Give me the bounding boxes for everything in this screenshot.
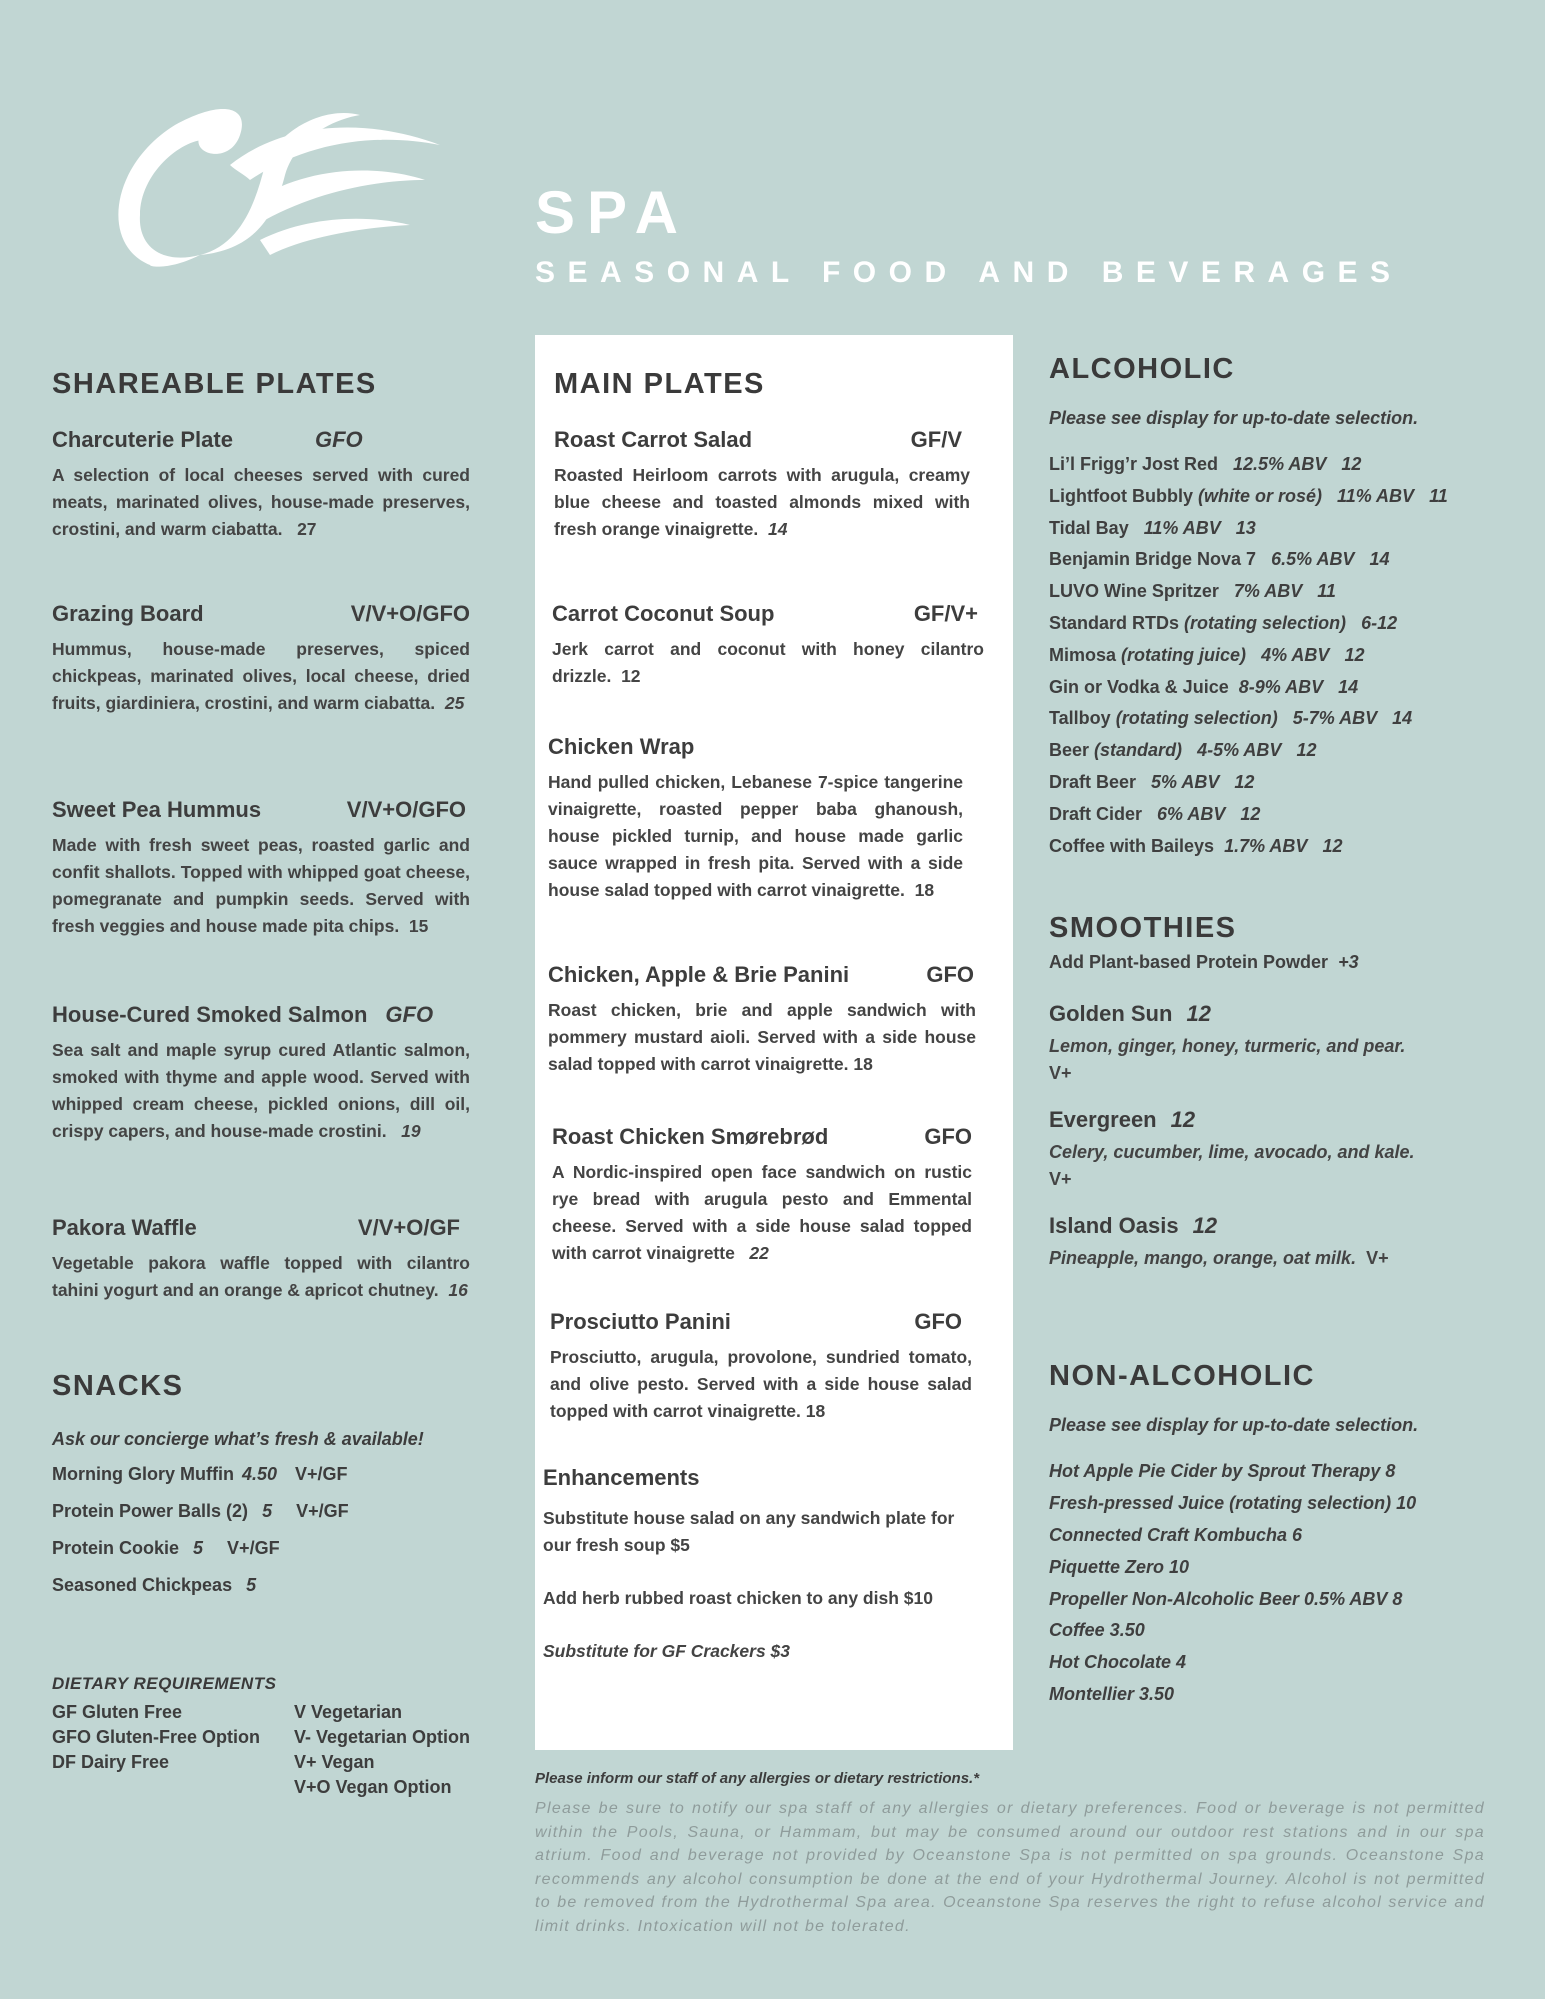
drink-item: Coffee 3.50 — [1049, 1620, 1145, 1641]
item-price: 15 — [408, 916, 429, 936]
addon-price: +3 — [1338, 952, 1359, 973]
drink-name: Beer — [1049, 740, 1090, 761]
right-column — [1049, 353, 1509, 1711]
menu-item — [548, 734, 963, 904]
drink-item — [1049, 544, 1509, 576]
drink-abv: 4-5% ABV — [1197, 740, 1282, 761]
item-name: Pakora Waffle — [52, 1215, 197, 1240]
item-description: Prosciutto, arugula, provolone, sundried tomato, and olive pesto. Served with a side house salad topped with carrot vinaigrette. — [550, 1347, 972, 1421]
smoothie-addon — [1049, 949, 1509, 975]
drink-price: 6-12 — [1361, 612, 1398, 633]
drink-name: LUVO Wine Spritzer — [1049, 581, 1219, 602]
smoothie-description: Lemon, ginger, honey, turmeric, and pear. — [1049, 1036, 1406, 1057]
snack-name: Protein Cookie — [52, 1538, 180, 1558]
section-title-smoothies: SMOOTHIES — [1049, 912, 1237, 945]
menu-item — [552, 1124, 972, 1267]
item-description: Roast chicken, brie and apple sandwich with pommery mustard aioli. Served with a side house salad topped with carrot vinaigrette. — [548, 1000, 976, 1074]
drink-name: Draft Cider — [1049, 803, 1143, 824]
diet-tag: GF/V — [910, 427, 962, 452]
smoothie-diet: V+ — [1366, 1248, 1389, 1269]
snack-item — [52, 1538, 470, 1559]
menu-item — [548, 962, 976, 1078]
drink-abv: 4% ABV — [1261, 644, 1330, 665]
drink-name: Draft Beer — [1049, 771, 1137, 792]
page-subtitle: SEASONAL FOOD AND BEVERAGES — [535, 256, 1403, 289]
allergy-title: Please inform our staff of any allergies or dietary restrictions.* — [535, 1770, 980, 1787]
drink-abv: 11% ABV — [1337, 485, 1415, 506]
oceanstone-logo — [80, 95, 455, 280]
snack-diet: V+/GF — [227, 1538, 280, 1558]
alcoholic-list — [1049, 449, 1509, 862]
item-description: Vegetable pakora waffle topped with cilantro tahini yogurt and an orange & apricot chutney. — [52, 1253, 470, 1300]
drink-extra: (standard) — [1094, 740, 1183, 761]
section-title-alcoholic: ALCOHOLIC — [1049, 353, 1235, 385]
drink-item — [1049, 481, 1509, 513]
diet-key: V Vegetarian — [294, 1702, 403, 1722]
diet-tag: V/V+O/GF — [357, 1215, 460, 1240]
drink-abv: 7% ABV — [1233, 581, 1303, 602]
snack-price: 5 — [262, 1501, 273, 1521]
middle-column — [543, 368, 984, 1665]
drink-price: 11 — [1429, 485, 1448, 506]
item-price: 18 — [914, 880, 935, 900]
drink-name: Tidal Bay — [1049, 517, 1129, 538]
item-description: Sea salt and maple syrup cured Atlantic salmon, smoked with thyme and apple wood. Served with whipped cream cheese, pickled onions, dill oil, crispy capers, and house-made crostini. — [52, 1040, 470, 1141]
item-description: Hummus, house-made preserves, spiced chickpeas, marinated olives, local cheese, dried fruits, giardiniera, crostini, and warm ciabatta. — [52, 639, 470, 713]
diet-key: V+ Vegan — [294, 1752, 375, 1772]
alcoholic-note: Please see display for up-to-date selection. — [1049, 408, 1419, 428]
item-name: Grazing Board — [52, 601, 204, 626]
drink-price: 12 — [1234, 771, 1255, 792]
item-description: A Nordic-inspired open face sandwich on rustic rye bread with arugula pesto and Emmental cheese. Served with a side house salad topped with carrot vinaigrette — [552, 1162, 972, 1263]
drink-item — [1049, 513, 1509, 545]
drink-item: Propeller Non-Alcoholic Beer 0.5% ABV 8 — [1049, 1588, 1403, 1609]
item-price: 19 — [401, 1121, 421, 1141]
enhancements — [543, 1465, 977, 1665]
drink-abv: 1.7% ABV — [1224, 835, 1308, 856]
item-description: A selection of local cheeses served with cured meats, marinated olives, house-made preserves, crostini, and warm ciabatta. — [52, 465, 470, 539]
snack-item — [52, 1575, 470, 1596]
item-name: Roast Carrot Salad — [554, 427, 753, 452]
smoothie-diet: V+ — [1049, 1169, 1072, 1190]
diet-tag: GF/V+ — [913, 601, 978, 626]
item-name: Roast Chicken Smørebrød — [552, 1124, 829, 1149]
snack-price: 4.50 — [241, 1464, 278, 1484]
item-name: Chicken Wrap — [548, 734, 695, 759]
section-title-main: MAIN PLATES — [554, 368, 765, 400]
diet-key: GFO Gluten-Free Option — [52, 1727, 260, 1747]
menu-item — [52, 427, 470, 543]
drink-name: Gin or Vodka & Juice — [1049, 676, 1229, 697]
non-alcoholic-list — [1049, 1456, 1509, 1710]
drink-item — [1049, 767, 1509, 799]
drink-name: Standard RTDs — [1049, 612, 1180, 633]
smoothie-price: 12 — [1186, 1001, 1211, 1027]
smoothie-description: Celery, cucumber, lime, avocado, and kale. — [1049, 1142, 1415, 1163]
drink-name: Tallboy — [1049, 708, 1111, 729]
item-price: 18 — [853, 1054, 873, 1074]
item-name: House-Cured Smoked Salmon — [52, 1002, 368, 1027]
drink-item — [1049, 672, 1509, 704]
smoothie-name: Evergreen — [1049, 1107, 1157, 1133]
drink-name: Mimosa — [1049, 644, 1117, 665]
allergy-disclaimer: Please be sure to notify our spa staff of any allergies or dietary preferences. Food or beverage is not permitted within the Pools, Sauna, or Hammam, but may be consumed around our outdoor rest stations and in our spa atrium. Food and beverage not provided by Oceanstone Spa is not permitted on spa grounds. Oceanstone Spa recommends any alcohol consumption be done at the end of your Hydrothermal Journey. Alcohol is not permitted to be removed from the Hydrothermal Spa area. Oceanstone Spa reserves the right to refuse alcohol service and limit drinks. Intoxication will not be tolerated. — [535, 1800, 1485, 1935]
section-title-non-alcoholic: NON-ALCOHOLIC — [1049, 1360, 1315, 1393]
item-name: Charcuterie Plate — [52, 427, 233, 452]
drink-abv: 5-7% ABV — [1292, 708, 1378, 729]
snack-item — [52, 1464, 470, 1485]
drink-name: Li’l Frigg’r Jost Red — [1049, 454, 1219, 474]
item-price: 14 — [767, 519, 788, 539]
drink-price: 13 — [1235, 517, 1256, 538]
drink-item: Hot Apple Pie Cider by Sprout Therapy 8 — [1049, 1461, 1396, 1482]
diet-key: V- Vegetarian Option — [294, 1727, 471, 1747]
menu-item — [550, 1309, 972, 1425]
left-column — [52, 368, 470, 1798]
snack-price: 5 — [193, 1538, 204, 1558]
snack-name: Seasoned Chickpeas — [52, 1575, 233, 1595]
enhancement-line: Substitute for GF Crackers $3 — [543, 1641, 791, 1661]
smoothie-name: Island Oasis — [1049, 1213, 1179, 1239]
drink-abv: 5% ABV — [1151, 771, 1220, 792]
enhancement-line: Substitute house salad on any sandwich plate for our fresh soup $5 — [543, 1508, 955, 1555]
item-description: Roasted Heirloom carrots with arugula, creamy blue cheese and toasted almonds mixed with fresh orange vinaigrette. — [554, 465, 970, 539]
drink-abv: 12.5% ABV — [1233, 454, 1327, 474]
item-price: 22 — [749, 1243, 769, 1263]
non-alcoholic-note: Please see display for up-to-date selection. — [1049, 1415, 1419, 1436]
diet-tag: GFO — [926, 962, 974, 987]
drink-price: 12 — [1344, 644, 1365, 665]
snack-diet: V+/GF — [295, 1464, 348, 1484]
drink-item: Montellier 3.50 — [1049, 1683, 1175, 1704]
diet-key: V+O Vegan Option — [294, 1777, 452, 1797]
drink-item — [1049, 449, 1509, 481]
item-name: Chicken, Apple & Brie Panini — [548, 962, 850, 987]
menu-item — [52, 1002, 470, 1145]
diet-key — [52, 1777, 294, 1798]
addon-label: Add Plant-based Protein Powder — [1049, 952, 1329, 973]
drink-item — [1049, 799, 1509, 831]
diet-tag: V/V+O/GFO — [346, 797, 466, 822]
diet-key: GF Gluten Free — [52, 1702, 183, 1722]
drink-extra: (white or rosé) — [1197, 485, 1322, 506]
smoothie-price: 12 — [1192, 1213, 1218, 1239]
drink-price: 14 — [1369, 549, 1390, 570]
drink-item: Hot Chocolate 4 — [1049, 1652, 1187, 1673]
drink-abv: 11% ABV — [1143, 517, 1221, 538]
menu-item — [52, 797, 470, 940]
drink-price: 12 — [1322, 835, 1343, 856]
smoothie-price: 12 — [1170, 1107, 1196, 1133]
item-price: 25 — [444, 693, 465, 713]
drink-item: Connected Craft Kombucha 6 — [1049, 1524, 1303, 1545]
enhancement-line: Add herb rubbed roast chicken to any dish $10 — [543, 1588, 933, 1608]
drink-abv: 6% ABV — [1157, 803, 1226, 824]
smoothie-item — [1049, 1107, 1509, 1193]
snacks-note: Ask our concierge what’s fresh & available! — [52, 1429, 424, 1449]
drink-item: Piquette Zero 10 — [1049, 1556, 1190, 1577]
drink-price: 12 — [1240, 803, 1261, 824]
menu-item — [52, 1215, 470, 1304]
item-description: Jerk carrot and coconut with honey cilantro drizzle. — [552, 639, 984, 686]
section-title-snacks: SNACKS — [52, 1370, 184, 1402]
snack-price: 5 — [246, 1575, 257, 1595]
snack-diet: V+/GF — [296, 1501, 349, 1521]
item-price: 27 — [297, 519, 317, 539]
menu-item — [554, 427, 970, 543]
item-description: Hand pulled chicken, Lebanese 7-spice tangerine vinaigrette, roasted pepper baba ghanoush, house pickled turnip, and house made garlic sauce wrapped in fresh pita. Served with a side house salad topped with carrot vinaigrette. — [548, 772, 963, 900]
smoothie-name: Golden Sun — [1049, 1001, 1173, 1027]
drink-extra: (rotating selection) — [1184, 612, 1347, 633]
page-title: SPA — [535, 179, 690, 246]
item-price: 16 — [448, 1280, 468, 1300]
diet-tag: GFO — [314, 427, 363, 452]
drink-item — [1049, 735, 1509, 767]
drink-name: Benjamin Bridge Nova 7 — [1049, 549, 1257, 570]
snack-item — [52, 1501, 470, 1522]
drink-item — [1049, 703, 1509, 735]
dietary-legend — [52, 1702, 470, 1798]
diet-tag: V/V+O/GFO — [350, 601, 470, 626]
drink-abv: 6.5% ABV — [1271, 549, 1355, 570]
drink-extra: (rotating selection) — [1115, 708, 1278, 729]
snack-name: Protein Power Balls (2) — [52, 1501, 249, 1521]
smoothie-diet: V+ — [1049, 1063, 1072, 1084]
menu-item — [552, 601, 984, 690]
diet-tag: GFO — [385, 1002, 434, 1027]
drink-price: 12 — [1341, 454, 1362, 474]
drink-extra: (rotating juice) — [1121, 644, 1247, 665]
drink-price: 11 — [1317, 581, 1336, 602]
item-price: 18 — [805, 1401, 826, 1421]
drink-price: 12 — [1296, 740, 1317, 761]
drink-name: Coffee with Baileys — [1049, 835, 1215, 856]
item-name: Sweet Pea Hummus — [52, 797, 262, 822]
drink-item — [1049, 640, 1509, 672]
smoothie-item — [1049, 1001, 1509, 1087]
item-description: Made with fresh sweet peas, roasted garlic and confit shallots. Topped with whipped goat cheese, pomegranate and pumpkin seeds. Served with fresh veggies and house made pita chips. — [52, 835, 470, 936]
snack-name: Morning Glory Muffin — [52, 1464, 234, 1484]
drink-price: 14 — [1338, 676, 1359, 697]
diet-tag: GFO — [924, 1124, 972, 1149]
item-price: 12 — [621, 666, 641, 686]
item-name: Prosciutto Panini — [550, 1309, 731, 1334]
diet-key: DF Dairy Free — [52, 1752, 170, 1772]
drink-item — [1049, 831, 1509, 863]
enhancements-title: Enhancements — [543, 1465, 700, 1490]
section-title-shareable: SHAREABLE PLATES — [52, 368, 377, 400]
item-name: Carrot Coconut Soup — [552, 601, 775, 626]
drink-price: 14 — [1392, 708, 1413, 729]
diet-tag: GFO — [914, 1309, 962, 1334]
dietary-title: DIETARY REQUIREMENTS — [52, 1674, 277, 1693]
menu-item — [52, 601, 470, 717]
smoothie-item — [1049, 1213, 1509, 1272]
drink-item — [1049, 608, 1509, 640]
drink-name: Lightfoot Bubbly — [1049, 485, 1193, 506]
smoothie-description: Pineapple, mango, orange, oat milk. — [1049, 1248, 1357, 1269]
drink-item — [1049, 576, 1509, 608]
drink-abv: 8-9% ABV — [1238, 676, 1324, 697]
drink-item: Fresh-pressed Juice (rotating selection) 10 — [1049, 1493, 1417, 1514]
